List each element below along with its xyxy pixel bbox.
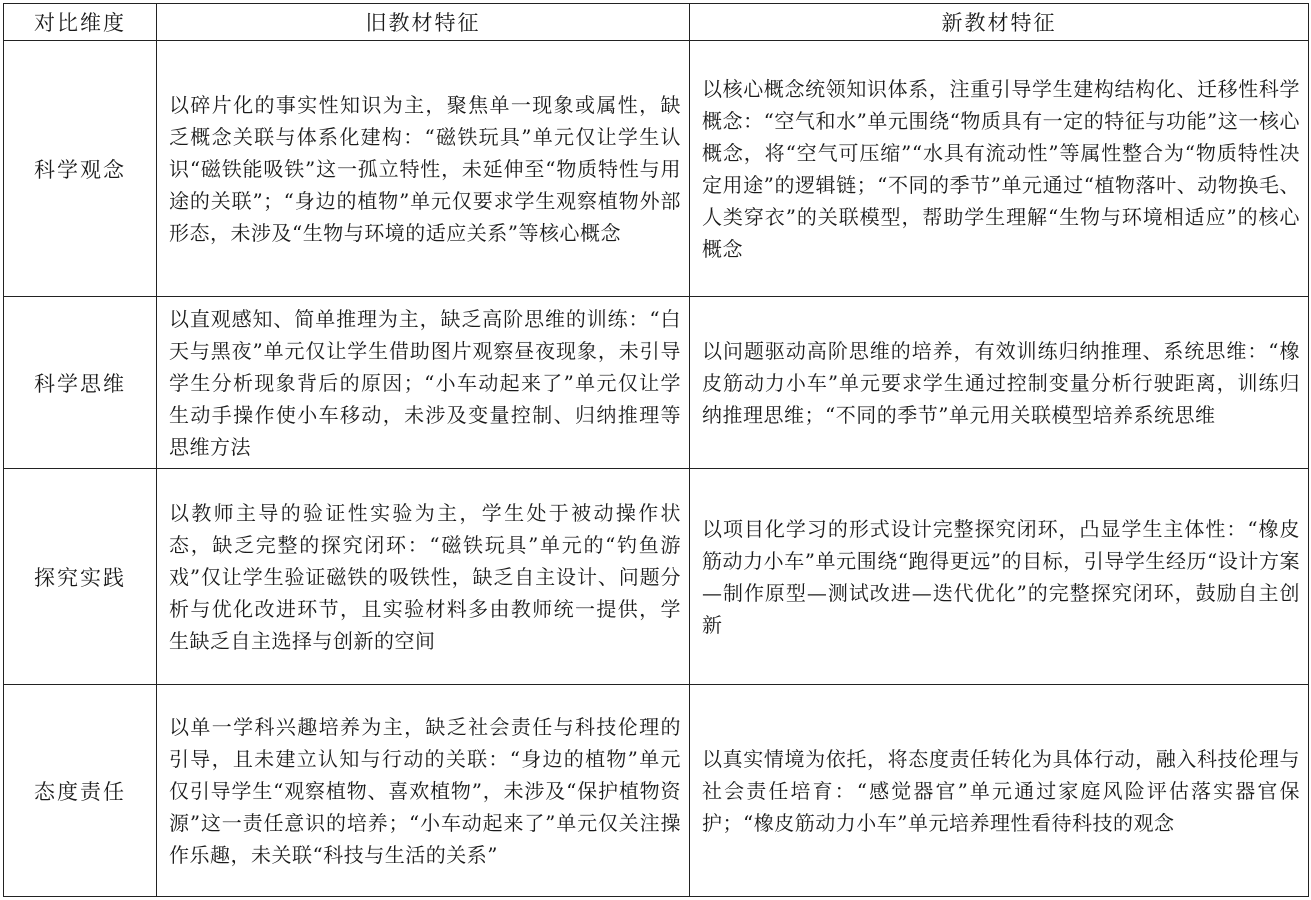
header-row: [4, 4, 1309, 41]
old-feature-cell: 以碎片化的事实性知识为主，聚焦单一现象或属性，缺乏概念关联与体系化建构：“磁铁玩具”单元仅让学生认识“磁铁能吸铁”这一孤立特性，未延伸至“物质特性与用途的关联”；“身边的植物”单元仅要求学生观察植物外部形态，未涉及“生物与环境的适应关系”等核心概念: [157, 41, 690, 297]
old-feature-cell: 以单一学科兴趣培养为主，缺乏社会责任与科技伦理的引导，且未建立认知与行动的关联：“身边的植物”单元仅引导学生“观察植物、喜欢植物”，未涉及“保护植物资源”这一责任意识的培养；“小车动起来了”单元仅关注操作乐趣，未关联“科技与生活的关系”: [157, 685, 690, 897]
dimension-cell: 科学观念: [4, 41, 157, 297]
new-feature-cell: 以真实情境为依托，将态度责任转化为具体行动，融入科技伦理与社会责任培育：“感觉器官”单元通过家庭风险评估落实器官保护；“橡皮筋动力小车”单元培养理性看待科技的观念: [690, 685, 1309, 897]
new-feature-cell: 以项目化学习的形式设计完整探究闭环，凸显学生主体性：“橡皮筋动力小车”单元围绕“跑得更远”的目标，引导学生经历“设计方案—制作原型—测试改进—迭代优化”的完整探究闭环，鼓励自主创新: [690, 469, 1309, 685]
table-row: [4, 685, 1309, 897]
comparison-table: [3, 3, 1309, 897]
dimension-cell: 态度责任: [4, 685, 157, 897]
new-feature-cell: 以核心概念统领知识体系，注重引导学生建构结构化、迁移性科学概念：“空气和水”单元围绕“物质具有一定的特征与功能”这一核心概念，将“空气可压缩”“水具有流动性”等属性整合为“物质特性决定用途”的逻辑链；“不同的季节”单元通过“植物落叶、动物换毛、人类穿衣”的关联模型，帮助学生理解“生物与环境相适应”的核心概念: [690, 41, 1309, 297]
dimension-cell: 探究实践: [4, 469, 157, 685]
header-new-features: 新教材特征: [690, 4, 1309, 41]
old-feature-cell: 以教师主导的验证性实验为主，学生处于被动操作状态，缺乏完整的探究闭环：“磁铁玩具”单元的“钓鱼游戏”仅让学生验证磁铁的吸铁性，缺乏自主设计、问题分析与优化改进环节，且实验材料多由教师统一提供，学生缺乏自主选择与创新的空间: [157, 469, 690, 685]
header-dimension: 对比维度: [4, 4, 157, 41]
table-row: [4, 469, 1309, 685]
header-old-features: 旧教材特征: [157, 4, 690, 41]
dimension-cell: 科学思维: [4, 297, 157, 469]
table-row: [4, 41, 1309, 297]
old-feature-cell: 以直观感知、简单推理为主，缺乏高阶思维的训练：“白天与黑夜”单元仅让学生借助图片观察昼夜现象，未引导学生分析现象背后的原因；“小车动起来了”单元仅让学生动手操作使小车移动，未涉及变量控制、归纳推理等思维方法: [157, 297, 690, 469]
table-row: [4, 297, 1309, 469]
new-feature-cell: 以问题驱动高阶思维的培养，有效训练归纳推理、系统思维：“橡皮筋动力小车”单元要求学生通过控制变量分析行驶距离，训练归纳推理思维；“不同的季节”单元用关联模型培养系统思维: [690, 297, 1309, 469]
